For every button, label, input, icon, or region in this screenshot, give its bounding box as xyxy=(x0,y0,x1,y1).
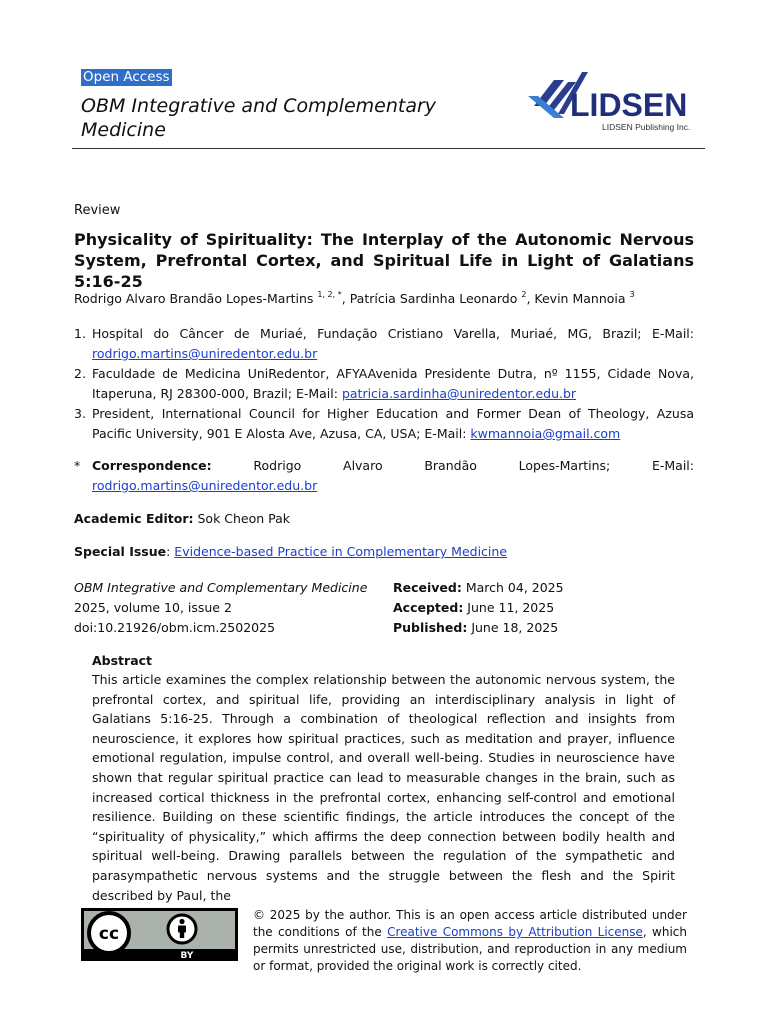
affiliation-number: 1. xyxy=(74,326,86,341)
correspondence-label: Correspondence: xyxy=(92,458,212,473)
abstract-heading: Abstract xyxy=(92,653,153,668)
meta-journal: OBM Integrative and Complementary Medicine xyxy=(74,580,368,595)
cc-by-label: BY xyxy=(180,951,194,961)
meta-doi: doi:10.21926/obm.icm.2502025 xyxy=(74,620,276,635)
email-link[interactable]: kwmannoia@gmail.com xyxy=(470,426,621,441)
correspondence-text: Rodrigo Alvaro Brandão Lopes-Martins; E-Mail: xyxy=(211,458,694,473)
correspondence xyxy=(74,456,694,496)
cc-icon: cc xyxy=(98,924,120,944)
author-name: Rodrigo Alvaro Brandão Lopes-Martins xyxy=(74,291,314,306)
journal-name: OBM Integrative and Complementary Medicine xyxy=(81,95,437,141)
author-affil-mark: 2 xyxy=(521,290,527,299)
affiliation-number: 3. xyxy=(74,406,86,421)
affiliation-text: Faculdade de Medicina UniRedentor, AFYAAvenida Presidente Dutra, nº 1155, Cidade Nova, Itaperuna, RJ 28300-000, Brazil; E-Mail: xyxy=(92,366,694,401)
lidsen-logo[interactable] xyxy=(524,66,714,136)
author-affil-mark: 3 xyxy=(629,290,635,299)
abstract-text: This article examines the complex relationship between the autonomic nervous system, the prefrontal cortex, and spiritual life, providing an interdisciplinary analysis in light of Galatians 5:16-25. Through a combination of theological reflection and insights from neuroscience, it explores how spiritual practices, such as meditation and prayer, influence emotional regulation, impulse control, and overall well-being. Studies in neuroscience have shown that regular spiritual practice can lead to measurable changes in the brain, such as increased cortical thickness in the prefrontal cortex, enhancing self-control and emotional resilience. Building on these scientific findings, the article introduces the concept of the “spirituality of physicality,” which affirms the deep connection between bodily health and spiritual well-being. Drawing parallels between the regulation of the sympathetic and parasympathetic nervous systems and the struggle between the flesh and the Spirit described by Paul, the xyxy=(92,672,675,903)
affiliation-item xyxy=(74,404,694,444)
lidsen-logo-text: LIDSEN xyxy=(570,87,688,123)
affiliation-item xyxy=(74,324,694,364)
publication-info xyxy=(74,578,367,638)
article-title: Physicality of Spirituality: The Interplay of the Autonomic Nervous System, Prefrontal Cortex, and Spiritual Life in Light of Galatians 5:16-25 xyxy=(74,230,694,291)
received-label: Received: xyxy=(393,580,462,595)
special-issue-separator: : xyxy=(166,544,175,559)
open-access-badge: Open Access xyxy=(83,69,170,85)
accepted-date xyxy=(393,598,564,618)
received-date xyxy=(393,578,564,598)
cc-by-license-icon[interactable] xyxy=(81,908,238,961)
special-issue-label: Special Issue xyxy=(74,544,167,559)
correspondence-item xyxy=(74,456,694,496)
article-type: Review xyxy=(74,203,121,218)
affiliation-list xyxy=(74,324,694,444)
published-label: Published: xyxy=(393,620,468,635)
affiliation-text: President, International Council for Higher Education and Former Dean of Theology, Azusa Pacific University, 901 E Alosta Ave, Azusa, CA, USA; E-Mail: xyxy=(92,406,694,441)
author-name: Patrícia Sardinha Leonardo xyxy=(349,291,518,306)
meta-volume: 2025, volume 10, issue 2 xyxy=(74,600,232,615)
license-text-after: , which permits unrestricted use, distribution, and reproduction in any medium or format, provided the original work is correctly cited. xyxy=(253,925,688,973)
accepted-value: June 11, 2025 xyxy=(463,600,555,615)
author-affil-mark: 1, 2, * xyxy=(317,290,342,299)
special-issue-link[interactable]: Evidence-based Practice in Complementary Medicine xyxy=(174,544,508,559)
correspondence-mark: * xyxy=(74,458,81,473)
special-issue xyxy=(74,544,507,559)
academic-editor-value: Sok Cheon Pak xyxy=(193,511,291,526)
affiliation-text: Hospital do Câncer de Muriaé, Fundação Cristiano Varella, Muriaé, MG, Brazil; E-Mail: xyxy=(92,326,694,341)
license-statement xyxy=(253,907,687,975)
publication-dates xyxy=(393,578,564,638)
author-name: Kevin Mannoia xyxy=(534,291,626,306)
academic-editor-label: Academic Editor: xyxy=(74,511,194,526)
published-date xyxy=(393,618,564,638)
affiliation-item xyxy=(74,364,694,404)
affiliation-number: 2. xyxy=(74,366,86,381)
license-link[interactable]: Creative Commons by Attribution License xyxy=(387,925,643,939)
lidsen-logo-subtext: LIDSEN Publishing Inc. xyxy=(602,122,691,132)
email-link[interactable]: rodrigo.martins@uniredentor.edu.br xyxy=(92,346,318,361)
received-value: March 04, 2025 xyxy=(461,580,564,595)
author-list: Rodrigo Alvaro Brandão Lopes-Martins $^{1, 2, *}$, Patrícia Sardinha Leonardo $^2$, Kevin Mannoia $^3$ xyxy=(74,290,635,306)
accepted-label: Accepted: xyxy=(393,600,464,615)
header-divider xyxy=(72,148,705,149)
academic-editor xyxy=(74,511,290,526)
published-value: June 18, 2025 xyxy=(467,620,559,635)
license-text-before: © 2025 by the author. This is an open access article distributed under the conditions of the xyxy=(253,908,687,939)
email-link[interactable]: rodrigo.martins@uniredentor.edu.br xyxy=(92,478,318,493)
email-link[interactable]: patricia.sardinha@uniredentor.edu.br xyxy=(341,386,577,401)
